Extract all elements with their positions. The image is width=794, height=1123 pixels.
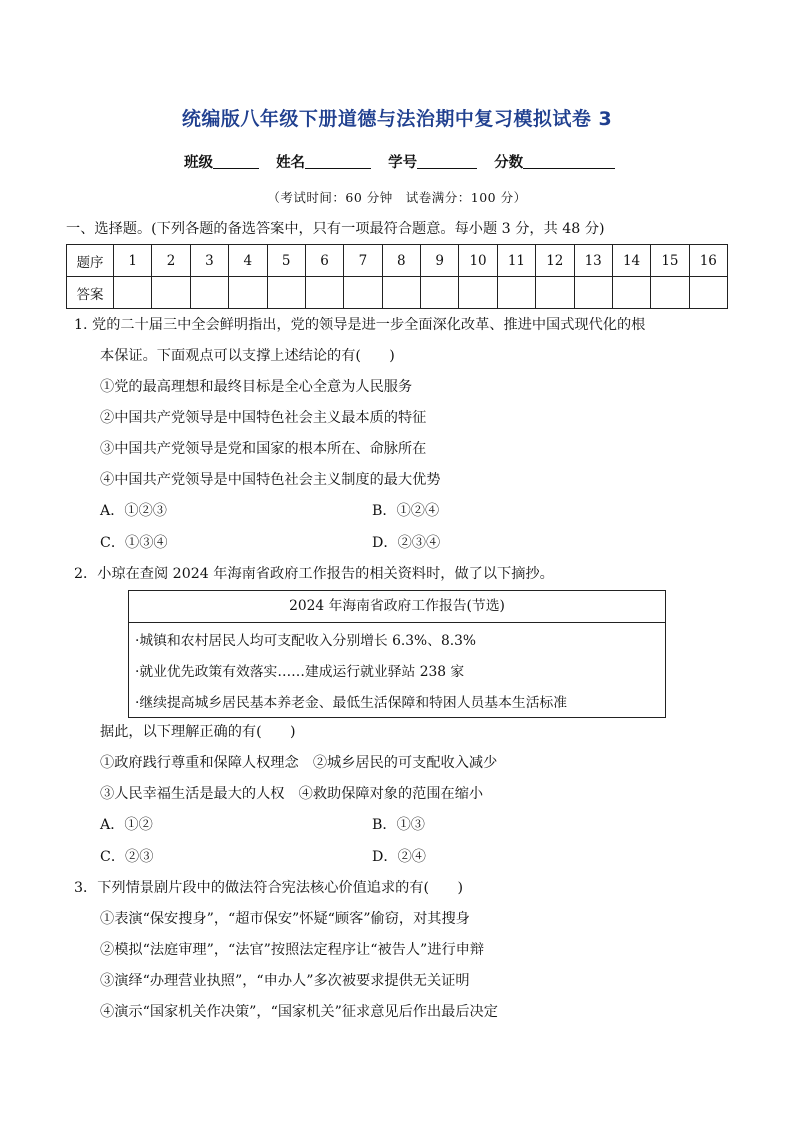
q1-choice-d[interactable]: D．②③④: [372, 535, 441, 551]
answer-cell[interactable]: [497, 277, 535, 309]
question-number: 11: [497, 245, 535, 277]
q2-excerpt-box: [128, 590, 666, 718]
q2-choice-c[interactable]: C．②③: [100, 849, 154, 865]
q1-option-1: ①党的最高理想和最终目标是全心全意为人民服务: [100, 379, 413, 395]
answer-cell[interactable]: [114, 277, 152, 309]
q3-option-4: ④演示“国家机关作决策”，“国家机关”征求意见后作出最后决定: [100, 1004, 498, 1020]
q1-stem-line2: 本保证。下面观点可以支撑上述结论的有( ): [100, 348, 395, 364]
q3-option-3: ③演绎“办理营业执照”，“申办人”多次被要求提供无关证明: [100, 973, 470, 989]
question-number: 15: [651, 245, 689, 277]
answer-cell[interactable]: [689, 277, 727, 309]
answer-table-answer-row: [67, 277, 728, 309]
answer-cell[interactable]: [459, 277, 497, 309]
answer-cell[interactable]: [152, 277, 190, 309]
q2-choice-d[interactable]: D．②④: [372, 849, 426, 865]
answer-cell[interactable]: [574, 277, 612, 309]
question-number: 12: [536, 245, 574, 277]
score-label: 分数: [494, 155, 524, 171]
q2-choice-a[interactable]: A．①②: [100, 817, 153, 833]
row-label-number: 题序: [67, 245, 114, 277]
question-number: 2: [152, 245, 190, 277]
question-number: 1: [114, 245, 152, 277]
q1-stem-line1: 1. 党的二十届三中全会鲜明指出，党的领导是进一步全面深化改革、推进中国式现代化的根: [74, 317, 646, 333]
score-field: [494, 155, 615, 171]
question-number: 10: [459, 245, 497, 277]
q2-prompt: 据此，以下理解正确的有( ): [100, 724, 296, 740]
q1-option-4: ④中国共产党领导是中国特色社会主义制度的最大优势: [100, 472, 441, 488]
q3-stem: 3．下列情景剧片段中的做法符合宪法核心价值追求的有( ): [74, 880, 463, 896]
question-number: 14: [612, 245, 650, 277]
q3-option-1: ①表演“保安搜身”，“超市保安”怀疑“顾客”偷窃，对其搜身: [100, 911, 470, 927]
answer-cell[interactable]: [382, 277, 420, 309]
question-number: 9: [421, 245, 459, 277]
question-number: 16: [689, 245, 727, 277]
q1-choice-a[interactable]: A．①②③: [100, 503, 167, 519]
q2-excerpt-line: ·城镇和农村居民人均可支配收入分别增长 6.3%、8.3%: [135, 633, 477, 649]
q2-excerpt-line: ·继续提高城乡居民基本养老金、最低生活保障和特困人员基本生活标准: [135, 695, 568, 711]
class-blank[interactable]: [213, 154, 259, 169]
q2-stem: 2．小琼在查阅 2024 年海南省政府工作报告的相关资料时，做了以下摘抄。: [74, 566, 554, 582]
id-label: 学号: [388, 155, 418, 171]
answer-cell[interactable]: [651, 277, 689, 309]
answer-cell[interactable]: [190, 277, 228, 309]
student-info-row: [184, 151, 644, 172]
q1-option-3: ③中国共产党领导是党和国家的根本所在、命脉所在: [100, 441, 427, 457]
question-number: 4: [229, 245, 267, 277]
answer-cell[interactable]: [536, 277, 574, 309]
question-number: 8: [382, 245, 420, 277]
answer-cell[interactable]: [344, 277, 382, 309]
class-label: 班级: [184, 155, 213, 171]
id-blank[interactable]: [417, 154, 477, 169]
id-field: [388, 155, 477, 171]
answer-cell[interactable]: [421, 277, 459, 309]
answer-cell[interactable]: [305, 277, 343, 309]
answer-cell[interactable]: [229, 277, 267, 309]
row-label-answer: 答案: [67, 277, 114, 309]
answer-table: [66, 244, 728, 309]
question-number: 7: [344, 245, 382, 277]
q1-choice-b[interactable]: B．①②④: [372, 503, 440, 519]
q2-choice-b[interactable]: B．①③: [372, 817, 425, 833]
name-field: [276, 155, 371, 171]
exam-meta: （考试时间：60 分钟 试卷满分：100 分）: [267, 190, 527, 205]
answer-cell[interactable]: [267, 277, 305, 309]
q1-choice-c[interactable]: C．①③④: [100, 535, 168, 551]
exam-title: 统编版八年级下册道德与法治期中复习模拟试卷 3: [181, 108, 613, 130]
section-heading: 一、选择题。(下列各题的备选答案中，只有一项最符合题意。每小题 3 分，共 48 分): [66, 221, 605, 237]
score-blank[interactable]: [523, 154, 615, 169]
q2-options-12: ①政府践行尊重和保障人权理念 ②城乡居民的可支配收入减少: [100, 755, 498, 771]
class-field: [184, 155, 259, 171]
q1-option-2: ②中国共产党领导是中国特色社会主义最本质的特征: [100, 410, 427, 426]
name-blank[interactable]: [305, 154, 371, 169]
q2-options-34: ③人民幸福生活是最大的人权 ④救助保障对象的范围在缩小: [100, 786, 484, 802]
question-number: 13: [574, 245, 612, 277]
answer-cell[interactable]: [612, 277, 650, 309]
name-label: 姓名: [276, 155, 306, 171]
question-number: 6: [305, 245, 343, 277]
q3-option-2: ②模拟“法庭审理”，“法官”按照法定程序让“被告人”进行申辩: [100, 942, 485, 958]
question-number: 3: [190, 245, 228, 277]
q2-excerpt-line: ·就业优先政策有效落实……建成运行就业驿站 238 家: [135, 664, 465, 680]
q2-excerpt-title: 2024 年海南省政府工作报告(节选): [129, 591, 665, 623]
answer-table-number-row: [67, 245, 728, 277]
question-number: 5: [267, 245, 305, 277]
